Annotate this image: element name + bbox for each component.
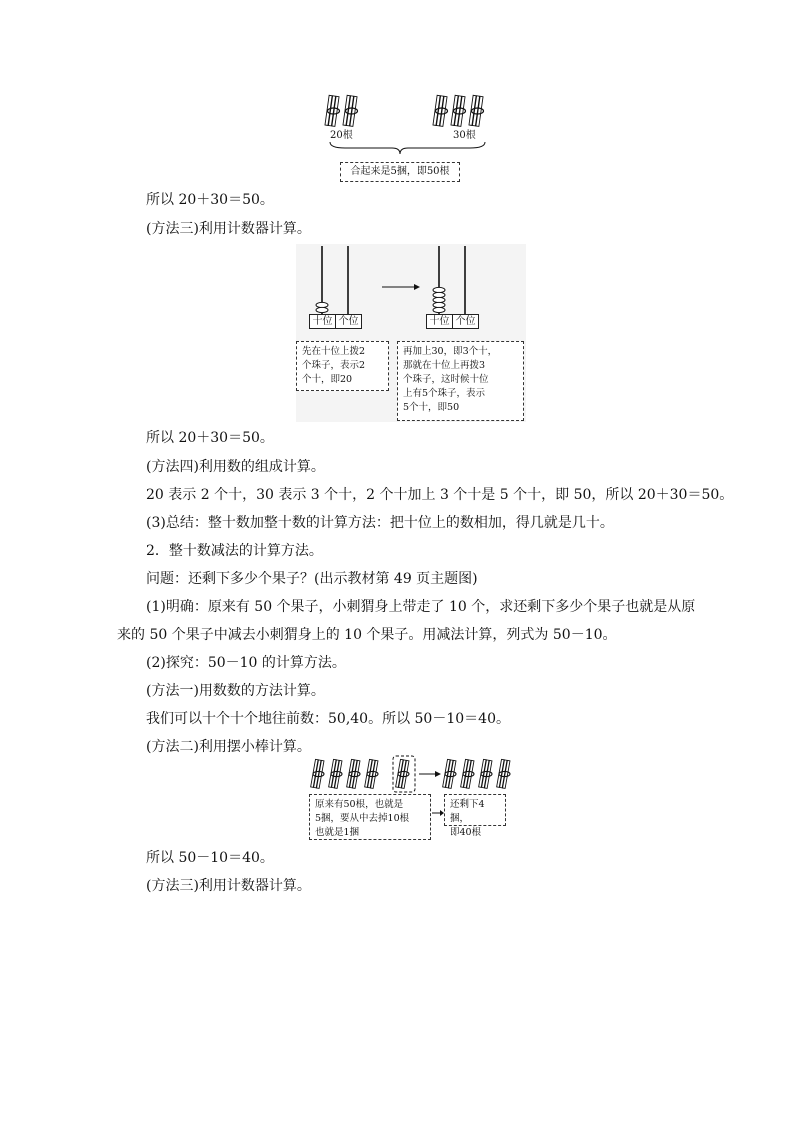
text-line-15: 所以 50－10＝40。	[146, 850, 274, 866]
right-tens-place-label: 十位	[426, 314, 453, 329]
left-bundle-label: 20根	[330, 130, 353, 141]
text-line-5: 20 表示 2 个十，30 表示 3 个十，2 个十加上 3 个十是 5 个十，即 50，所以 20＋30＝50。	[146, 487, 734, 503]
text-line-9: (1)明确：原来有 50 个果子，小刺猬身上带走了 10 个，求还剩下多少个果子也就是从原	[146, 599, 696, 615]
text-line-4: (方法四)利用数的组成计算。	[146, 459, 325, 475]
counter-addition-figure	[296, 244, 526, 422]
text-line-14: (方法二)利用摆小棒计算。	[146, 739, 311, 755]
text-line-16: (方法三)利用计数器计算。	[146, 878, 311, 894]
text-line-10: 来的 50 个果子中减去小刺猬身上的 10 个果子。用减法计算，列式为 50－10。	[117, 627, 617, 643]
subtraction-small-arrow	[432, 809, 444, 817]
text-line-1: 所以 20＋30＝50。	[146, 192, 274, 208]
text-line-3: 所以 20＋30＝50。	[146, 430, 274, 446]
text-line-6: (3)总结：整十数加整十数的计算方法：把十位上的数相加，得几就是几十。	[146, 515, 614, 531]
counter-left-note: 先在十位上拨2 个珠子，表示2 个十，即20	[296, 341, 389, 391]
subtraction-right-note: 还剩下4捆， 即40根	[444, 794, 506, 826]
stick-subtraction-illustration	[307, 754, 513, 794]
text-line-7: 2．整十数减法的计算方法。	[146, 543, 323, 559]
text-line-13: 我们可以十个十个地往前数：50,40。所以 50－10＝40。	[146, 711, 510, 727]
bundles-summary-box: 合起来是5捆，即50根	[340, 162, 460, 182]
left-tens-place-label: 十位	[309, 314, 336, 329]
text-line-8: 问题：还剩下多少个果子？(出示教材第 49 页主题图)	[146, 571, 478, 587]
right-bundle-label: 30根	[453, 130, 476, 141]
text-line-12: (方法一)用数数的方法计算。	[146, 683, 325, 699]
text-line-2: (方法三)利用计数器计算。	[146, 221, 311, 237]
sticks-subtraction-figure	[307, 754, 513, 840]
text-line-11: (2)探究：50－10 的计算方法。	[146, 655, 346, 671]
subtraction-left-note: 原来有50根，也就是 5捆，要从中去掉10根 也就是1捆	[309, 794, 431, 840]
counter-right-note: 再加上30，即3个十， 那就在十位上再拨3 个珠子，这时候十位 上有5个珠子，表示 5个十，即50	[397, 341, 524, 421]
right-ones-place-label: 个位	[452, 314, 479, 329]
bundles-addition-figure	[300, 92, 500, 184]
left-ones-place-label: 个位	[335, 314, 362, 329]
